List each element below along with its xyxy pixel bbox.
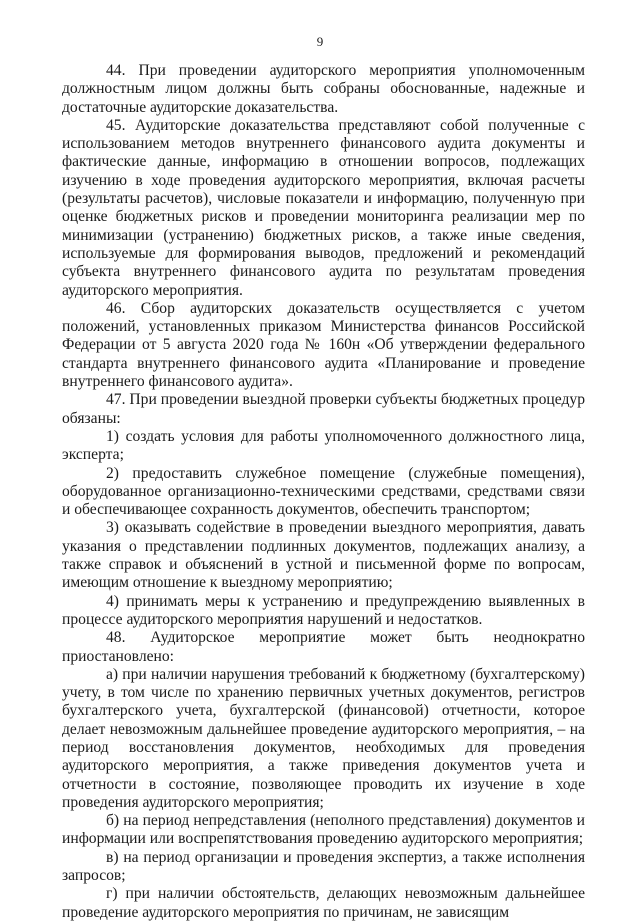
list-item-48-v: в) на период организации и проведения экспертиз, а также исполнения запросов; [62,848,585,885]
list-item-48-g: г) при наличии обстоятельств, делающих невозможным дальнейшее проведение аудиторского мероприятия по причинам, не зависящим [62,885,585,921]
list-item-47-3: 3) оказывать содействие в проведении выездного мероприятия, давать указания о представлении подлинных документов, подлежащих анализу, а также справок и объяснений в устной и письменной форме по вопросам, имеющим отношение к выездному мероприятию; [62,519,585,592]
document-body [62,62,585,922]
page-number: 9 [316,34,324,49]
paragraph-45: 45. Аудиторские доказательства представляют собой полученные с использованием методов внутреннего финансового аудита документы и фактические данные, информацию в отношении вопросов, подлежащих изучению в ходе проведения аудиторского мероприятия, включая расчеты (результаты расчетов), числовые показатели и информацию, полученную при оценке бюджетных рисков и проведении мониторинга реализации мер по минимизации (устранению) бюджетных рисков, а также иные сведения, используемые для формирования выводов, предложений и рекомендаций субъекта внутреннего финансового аудита по результатам проведения аудиторского мероприятия. [62,116,585,299]
paragraph-44: 44. При проведении аудиторского мероприятия уполномоченным должностным лицом должны быть собраны обоснованные, надежные и достаточные аудиторские доказательства. [62,62,585,116]
paragraph-48: 48. Аудиторское мероприятие может быть неоднократно приостановлено: [62,629,585,665]
paragraph-47: 47. При проведении выездной проверки субъекты бюджетных процедур обязаны: [62,391,585,427]
list-item-47-1: 1) создать условия для работы уполномоченного должностного лица, эксперта; [62,427,585,464]
list-item-48-a: а) при наличии нарушения требований к бюджетному (бухгалтерскому) учету, в том числе по хранению первичных учетных документов, регистров бухгалтерского учета, бухгалтерской (финансовой) отчетности, которое делает невозможным дальнейшее проведение аудиторского мероприятия, – на период восстановления документов, необходимых для проведения аудиторского мероприятия, а также приведения документов учета и отчетности в состояние, позволяющее проводить их изучение в ходе проведения аудиторского мероприятия; [62,665,585,811]
list-item-47-2: 2) предоставить служебное помещение (служебные помещения), оборудованное организационно-техническими средствами, средствами связи и обеспечивающее сохранность документов, обеспечить транспортом; [62,464,585,519]
paragraph-46: 46. Сбор аудиторских доказательств осуществляется с учетом положений, установленных приказом Министерства финансов Российской Федерации от 5 августа 2020 года № 160н «Об утверждении федерального стандарта внутреннего финансового аудита «Планирование и проведение внутреннего финансового аудита». [62,299,585,391]
list-item-47-4: 4) принимать меры к устранению и предупреждению выявленных в процессе аудиторского мероприятия нарушений и недостатков. [62,592,585,628]
list-item-48-b: б) на период непредставления (неполного представления) документов и информации или воспрепятствования проведению аудиторского мероприятия; [62,812,585,848]
